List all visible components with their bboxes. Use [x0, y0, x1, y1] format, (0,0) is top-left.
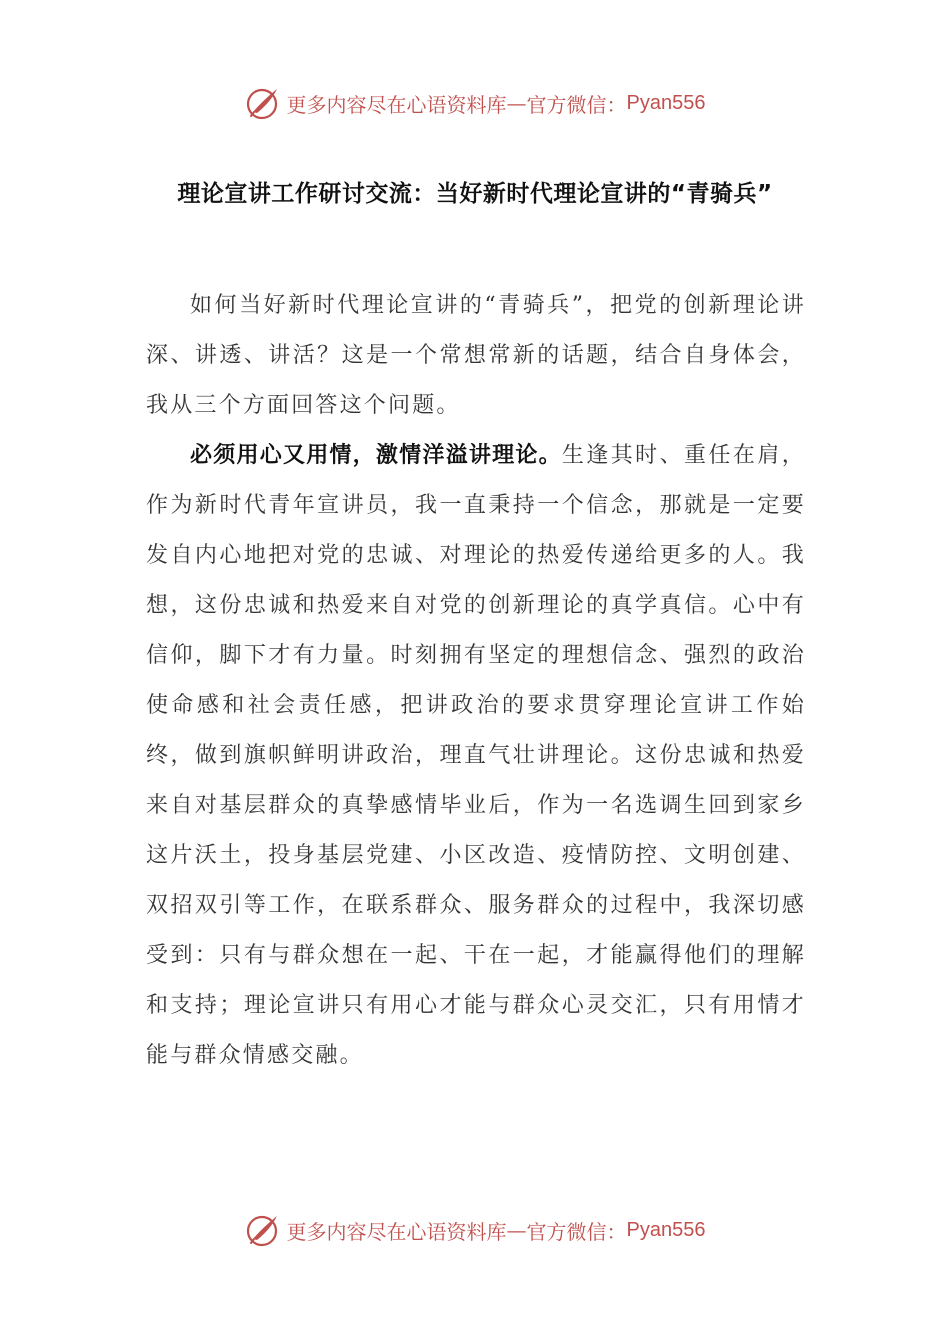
paragraph-section-one-text: 生逢其时、重任在肩，作为新时代青年宣讲员，我一直秉持一个信念，那就是一定要发自内心地把对党的忠诚、对理论的热爱传递给更多的人。我想，这份忠诚和热爱来自对党的创新理论的真学真信。心中有信仰，脚下才有力量。时刻拥有坚定的理想信念、强烈的政治使命感和社会责任感，把讲政治的要求贯穿理论宣讲工作始终，做到旗帜鲜明讲政治，理直气壮讲理论。这份忠诚和热爱来自对基层群众的真挚感情毕业后，作为一名选调生回到家乡这片沃土，投身基层党建、小区改造、疫情防控、文明创建、双招双引等工作，在联系群众、服务群众的过程中，我深切感受到：只有与群众想在一起、干在一起，才能赢得他们的理解和支持；理论宣讲只有用心才能与群众心灵交汇，只有用情才能与群众情感交融。: [146, 443, 806, 1068]
footer-account-prefix: 官方微信：: [526, 1219, 627, 1244]
footer-brand-text: 更多内容尽在心语资料库: [286, 1219, 507, 1244]
header-account-prefix: 官方微信：: [526, 92, 627, 117]
quill-pen-logo-icon: [245, 1212, 281, 1248]
footer-watermark: [0, 1208, 950, 1252]
header-account-id: Pyan556: [626, 91, 706, 114]
paragraph-intro: [146, 281, 806, 431]
document-body: [146, 281, 806, 1081]
quill-pen-logo-icon: [245, 85, 281, 121]
header-separator: —: [506, 91, 527, 115]
document-title: 理论宣讲工作研讨交流：当好新时代理论宣讲的“青骑兵”: [177, 181, 773, 207]
header-watermark: [0, 81, 950, 125]
footer-separator: —: [506, 1218, 527, 1242]
paragraph-section-one-heading: 必须用心又用情，激情洋溢讲理论。: [190, 443, 562, 468]
paragraph-section-one: [146, 431, 806, 1081]
header-brand-text: 更多内容尽在心语资料库: [286, 92, 507, 117]
footer-account-id: Pyan556: [626, 1218, 706, 1241]
paragraph-intro-text: 如何当好新时代理论宣讲的“青骑兵”，把党的创新理论讲深、讲透、讲活？这是一个常想常新的话题，结合自身体会，我从三个方面回答这个问题。: [146, 293, 806, 418]
